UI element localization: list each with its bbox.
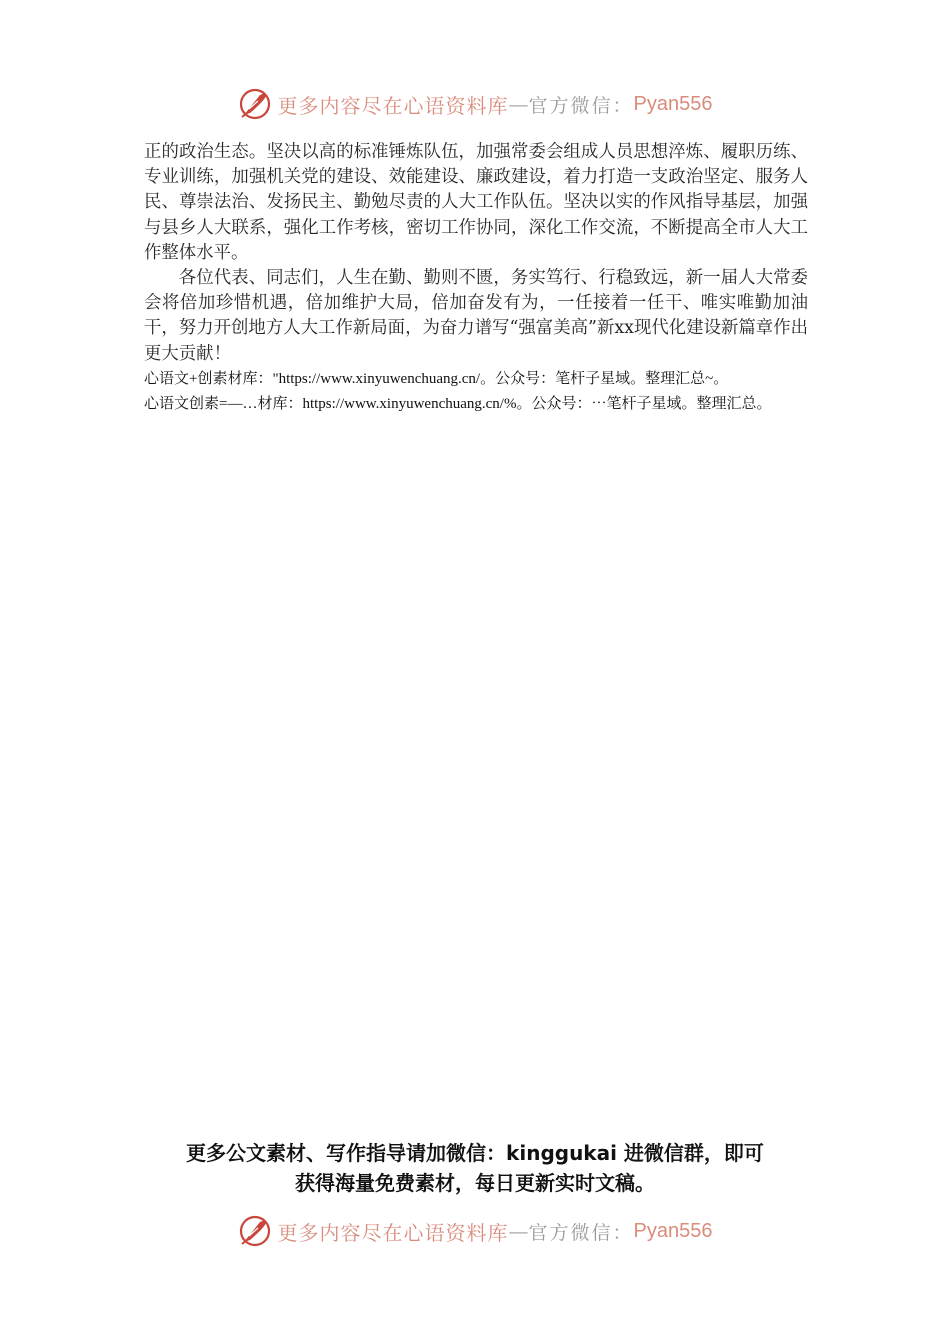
quill-logo-icon	[238, 1214, 272, 1248]
source-note-2: 心语文创素=—…材库：https://www.xinyuwenchuang.cn/%。公众号：⋯笔杆子星域。整理汇总。	[144, 395, 772, 412]
footer-banner	[0, 1211, 950, 1251]
footer-logo-group	[238, 1214, 713, 1248]
footer-cta-line-1: 更多公文素材、写作指导请加微信：kinggukai 进微信群，即可	[186, 1141, 764, 1165]
header-banner	[0, 84, 950, 124]
paragraph-2: 各位代表、同志们，人生在勤、勤则不匮，务实笃行、行稳致远，新一届人大常委会将倍加珍惜机遇，倍加维护大局，倍加奋发有为，一任接着一任干、唯实唯勤加油干，努力开创地方人大工作新局面，为奋力谱写“强富美高”新xx现代化建设新篇章作出更大贡献！	[144, 268, 808, 364]
document-body	[144, 140, 808, 417]
header-separator: —	[508, 92, 529, 116]
header-official-text: 官方微信：	[528, 94, 634, 117]
header-site-text: 更多内容尽在心语资料库	[277, 93, 509, 118]
paragraph-1: 正的政治生态。坚决以高的标准锤炼队伍，加强常委会组成人员思想淬炼、履职历练、专业训练，加强机关党的建设、效能建设、廉政建设，着力打造一支政治坚定、服务人民、尊崇法治、发扬民主、勤勉尽责的人大工作队伍。坚决以实的作风指导基层，加强与县乡人大联系，强化工作考核，密切工作协同，深化工作交流，不断提高全市人大工作整体水平。	[144, 142, 808, 263]
footer-official-text: 官方微信：	[528, 1221, 634, 1244]
footer-cta	[120, 1138, 830, 1198]
footer-separator: —	[508, 1219, 529, 1243]
footer-wechat-id: Pyan556	[633, 1219, 713, 1242]
source-note-1: 心语文+创素材库："https://www.xinyuwenchuang.cn/。公众号：笔杆子星域。整理汇总~。	[144, 370, 729, 387]
header-logo-group	[238, 87, 713, 121]
quill-logo-icon	[238, 87, 272, 121]
footer-site-text: 更多内容尽在心语资料库	[277, 1220, 509, 1245]
header-wechat-id: Pyan556	[633, 92, 713, 115]
footer-cta-line-2: 获得海量免费素材，每日更新实时文稿。	[295, 1171, 655, 1195]
